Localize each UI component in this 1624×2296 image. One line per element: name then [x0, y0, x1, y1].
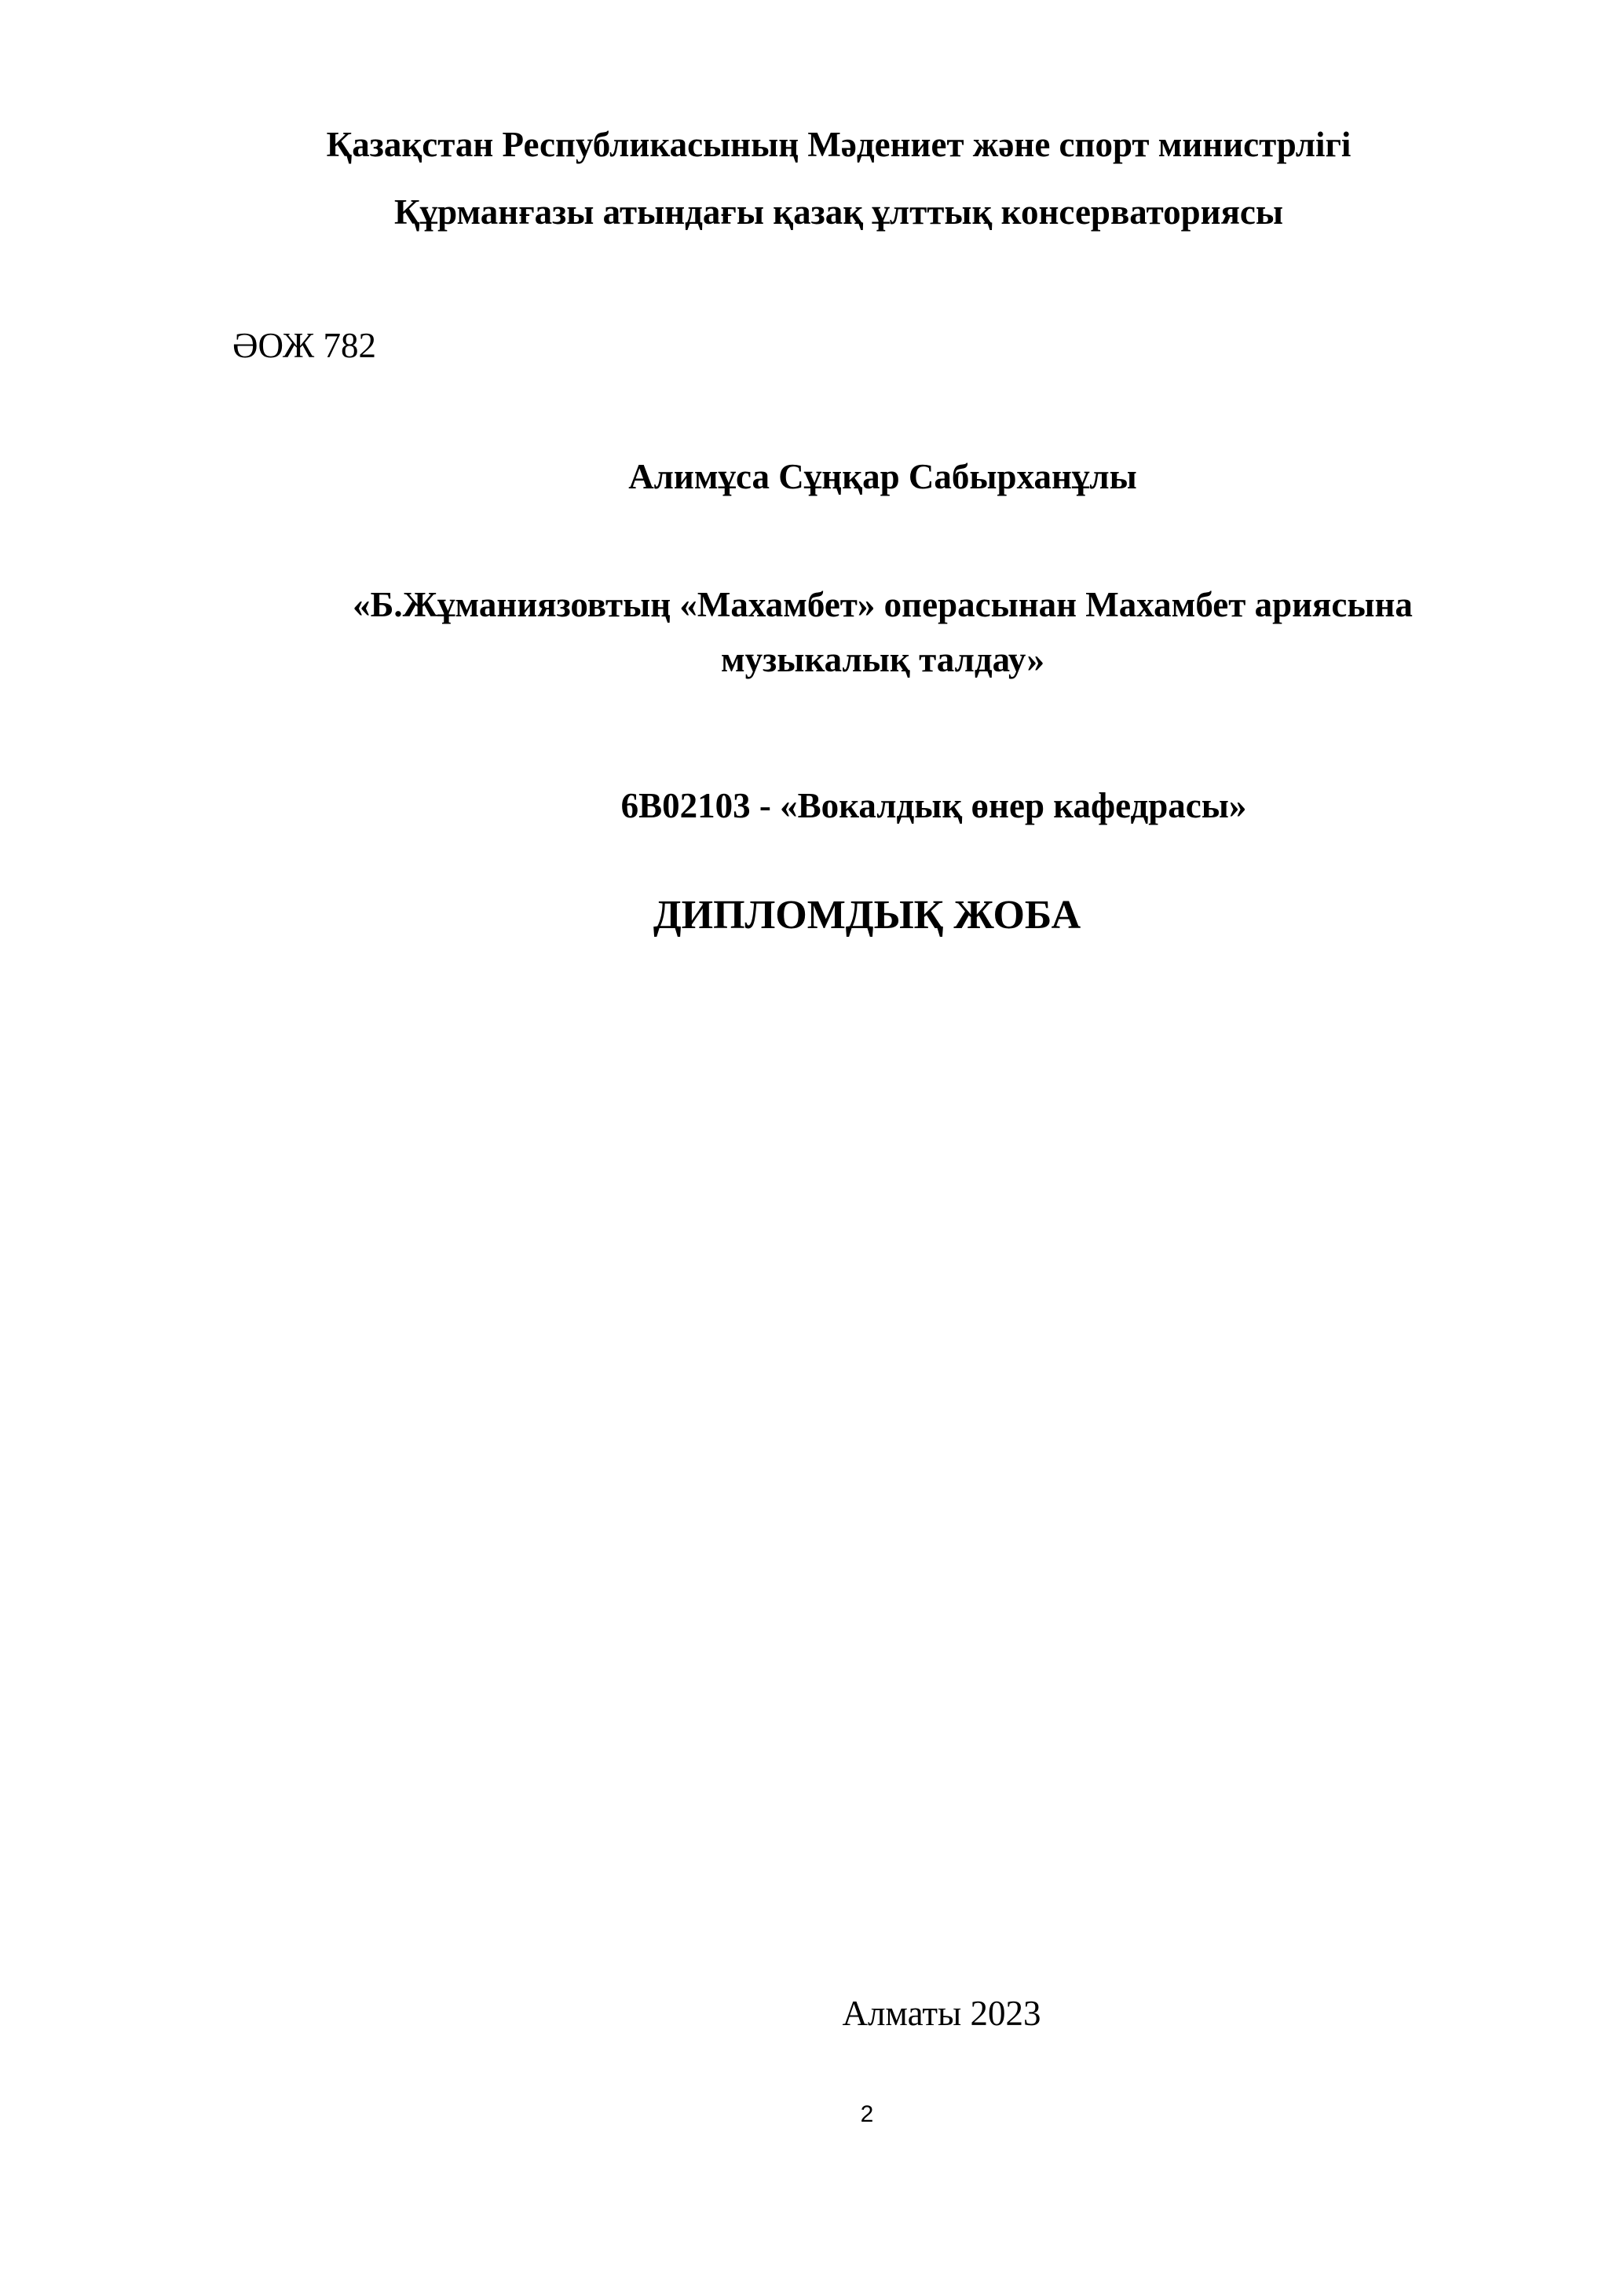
page-number: 2 — [860, 2101, 874, 2127]
specialty-code: 6В02103 - «Вокалдық өнер кафедрасы» — [620, 786, 1247, 825]
city-year: Алматы 2023 — [842, 1994, 1041, 2033]
udc-code: ӘОЖ 782 — [232, 326, 376, 365]
institution-heading: Құрманғазы атындағы қазақ ұлттық консерваториясы — [393, 192, 1284, 232]
ministry-heading: Қазақстан Республикасының Мәдениет және спорт министрлігі — [326, 125, 1352, 164]
thesis-title-line-2: музыкалық талдау» — [721, 640, 1044, 679]
thesis-title-line-1: «Б.Жұманиязовтың «Махамбет» операсынан Махамбет ариясына — [353, 585, 1413, 624]
author-name: Алимұса Сұңқар Сабырханұлы — [628, 457, 1137, 496]
document-type: ДИПЛОМДЫҚ ЖОБА — [653, 893, 1081, 938]
